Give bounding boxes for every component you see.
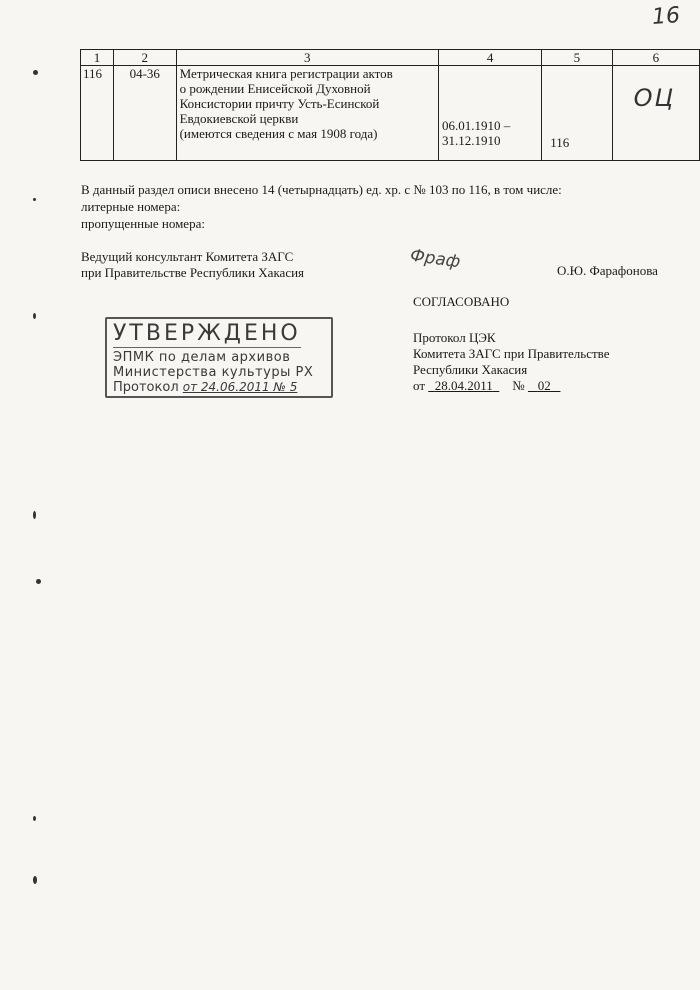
- margin-hole-mark: [33, 313, 36, 319]
- stamp-line: Министерства культуры РХ: [113, 365, 314, 380]
- title-line: Метрическая книга регистрации актов: [179, 66, 393, 81]
- margin-hole-mark: [33, 70, 38, 75]
- item-note: [612, 66, 699, 161]
- margin-hole-mark: [33, 876, 37, 884]
- title-line: Евдокиевской церкви: [179, 111, 299, 126]
- protocol-line: Протокол ЦЭК: [413, 330, 496, 345]
- protocol-date-line: [413, 378, 610, 394]
- margin-hole-mark: [36, 579, 41, 584]
- signature: Фраф: [408, 245, 462, 273]
- item-number: 116: [81, 66, 114, 161]
- agreed-protocol: [413, 330, 610, 394]
- item-title: [176, 66, 438, 161]
- signatory-line: Ведущий консультант Комитета ЗАГС: [81, 249, 294, 264]
- margin-hole-mark: [33, 198, 36, 201]
- header-cell: 6: [612, 50, 699, 66]
- summary-line: пропущенные номера:: [81, 216, 205, 231]
- date-prefix: от: [413, 378, 429, 393]
- page-number: 16: [651, 3, 681, 30]
- summary-line: литерные номера:: [81, 199, 181, 214]
- protocol-date: 28.04.2011: [434, 378, 493, 393]
- date-start: 06.01.1910 –: [442, 118, 511, 133]
- agreed-heading: СОГЛАСОВАНО: [413, 294, 510, 309]
- count-value: 116: [550, 135, 570, 150]
- approval-stamp: [105, 317, 333, 398]
- title-line: (имеются сведения с мая 1908 года): [179, 126, 378, 141]
- stamp-title: УТВЕРЖДЕНО: [113, 321, 301, 346]
- summary-block: [81, 181, 562, 232]
- header-cell: 2: [113, 50, 176, 66]
- title-line: Консистории причту Усть-Есинской: [179, 96, 380, 111]
- margin-hole-mark: [33, 816, 36, 821]
- number-prefix: №: [512, 378, 528, 393]
- stamp-protocol-line: Протокол от 24.06.2011 № 5: [113, 380, 298, 395]
- header-cell: 4: [439, 50, 542, 66]
- header-cell: 1: [81, 50, 114, 66]
- header-cell: 5: [542, 50, 612, 66]
- date-end: 31.12.1910: [442, 133, 501, 148]
- protocol-number: 02: [537, 378, 551, 393]
- signatory-line: при Правительстве Республики Хакасия: [81, 265, 305, 280]
- protocol-line: Республики Хакасия: [413, 362, 528, 377]
- inventory-table: [80, 49, 700, 161]
- stamp-line: ЭПМК по делам архивов: [113, 350, 291, 365]
- item-count: [542, 66, 612, 161]
- protocol-line: Комитета ЗАГС при Правительстве: [413, 346, 610, 361]
- item-dates: [439, 66, 542, 161]
- header-cell: 3: [176, 50, 438, 66]
- signatory-position: [81, 249, 304, 281]
- summary-line: В данный раздел описи внесено 14 (четырнадцать) ед. хр. с № 103 по 116, в том числе:: [81, 182, 562, 197]
- signatory-name: О.Ю. Фарафонова: [557, 263, 658, 278]
- table-header-row: [81, 50, 700, 66]
- stamp-handwritten-date: от 24.06.2011 № 5: [182, 380, 298, 394]
- table-row: [81, 66, 700, 161]
- handwritten-note: ОЦ: [633, 84, 676, 112]
- margin-hole-mark: [33, 511, 36, 519]
- item-code: 04-36: [113, 66, 176, 161]
- title-line: о рождении Енисейской Духовной: [179, 81, 371, 96]
